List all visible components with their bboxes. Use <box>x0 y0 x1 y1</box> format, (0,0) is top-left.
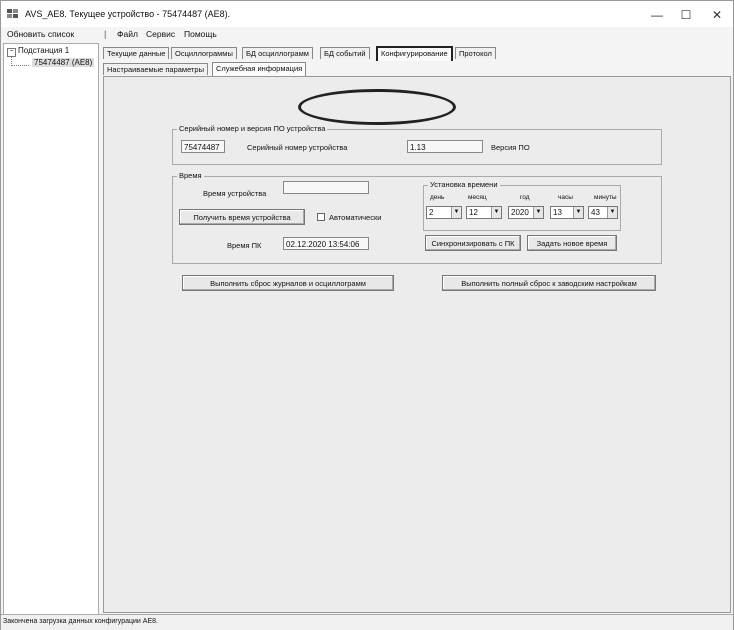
year-value: 2020 <box>511 208 529 217</box>
auto-checkbox[interactable] <box>317 213 325 221</box>
chevron-down-icon: ▼ <box>451 207 461 218</box>
firmware-version-label: Версия ПО <box>491 143 530 152</box>
window-title: AVS_AE8. Текущее устройство - 75474487 (AE8). <box>25 9 231 19</box>
hours-select[interactable] <box>550 206 584 219</box>
device-time-field <box>283 181 369 194</box>
tab-oscillograms[interactable]: Осциллограммы <box>171 47 237 59</box>
month-select[interactable] <box>466 206 502 219</box>
annotation-oval <box>298 89 456 125</box>
pc-time-field: 02.12.2020 13:54:06 <box>283 237 369 250</box>
hours-value: 13 <box>553 208 562 217</box>
month-value: 12 <box>469 208 478 217</box>
tab-event-db[interactable]: БД событий <box>320 47 370 59</box>
menu-service[interactable]: Сервис <box>146 29 176 39</box>
device-time-label: Время устройства <box>203 189 267 198</box>
time-set-legend: Установка времени <box>430 180 498 189</box>
get-device-time-button[interactable]: Получить время устройства <box>179 209 305 225</box>
minutes-select[interactable] <box>588 206 618 219</box>
set-new-time-button[interactable]: Задать новое время <box>527 235 617 251</box>
serial-number-label: Серийный номер устройства <box>247 143 348 152</box>
auto-label: Автоматически <box>329 213 382 222</box>
menu-refresh-list[interactable]: Обновить список <box>7 29 75 39</box>
time-set-group <box>423 180 621 231</box>
maximize-button[interactable]: ☐ <box>680 8 692 22</box>
serial-version-legend: Серийный номер и версия ПО устройства <box>179 124 326 133</box>
month-label: месяц <box>468 194 487 201</box>
menu-help[interactable]: Помощь <box>184 29 217 39</box>
chevron-down-icon: ▼ <box>573 207 583 218</box>
collapse-icon[interactable]: − <box>7 48 16 57</box>
chevron-down-icon: ▼ <box>607 207 617 218</box>
hours-label: часы <box>558 194 573 201</box>
service-info-panel <box>103 76 731 613</box>
time-legend: Время <box>179 171 202 180</box>
main-content <box>99 43 731 613</box>
app-icon <box>7 9 19 19</box>
tab-current-data[interactable]: Текущие данные <box>103 47 169 59</box>
menu-separator: | <box>104 29 107 39</box>
minutes-value: 43 <box>591 208 600 217</box>
title-bar <box>1 1 733 27</box>
close-button[interactable]: ✕ <box>711 8 723 22</box>
minimize-button[interactable]: — <box>651 8 663 22</box>
year-select[interactable] <box>508 206 544 219</box>
subtab-custom-params[interactable]: Настраиваемые параметры <box>103 63 208 75</box>
pc-time-label: Время ПК <box>227 241 262 250</box>
time-group <box>172 171 662 264</box>
minutes-label: минуты <box>594 194 617 201</box>
tab-oscillogram-db[interactable]: БД осциллограмм <box>242 47 313 59</box>
day-value: 2 <box>429 208 434 217</box>
menu-file[interactable]: Файл <box>117 29 138 39</box>
factory-reset-button[interactable]: Выполнить полный сброс к заводским настройкам <box>442 275 656 291</box>
menu-bar <box>1 28 733 42</box>
reset-logs-button[interactable]: Выполнить сброс журналов и осциллограмм <box>182 275 394 291</box>
firmware-version-field: 1.13 <box>407 140 483 153</box>
day-select[interactable] <box>426 206 462 219</box>
chevron-down-icon: ▼ <box>533 207 543 218</box>
serial-number-field: 75474487 <box>181 140 225 153</box>
tab-protocol[interactable]: Протокол <box>455 47 496 59</box>
day-label: день <box>430 194 445 201</box>
tab-configuration[interactable]: Конфигурирование <box>376 46 453 61</box>
tree-node-substation[interactable]: Подстанция 1 <box>18 46 70 55</box>
device-tree[interactable] <box>3 43 99 615</box>
status-bar <box>1 614 733 630</box>
status-text: Закончена загрузка данных конфигурации AE8. <box>3 618 158 625</box>
chevron-down-icon: ▼ <box>491 207 501 218</box>
year-label: год <box>520 194 530 201</box>
subtab-service-info[interactable]: Служебная информация <box>212 62 306 76</box>
serial-version-group <box>172 124 662 165</box>
tree-connector <box>11 65 29 66</box>
tree-node-device[interactable]: 75474487 (AE8) <box>34 58 93 67</box>
sync-with-pc-button[interactable]: Синхронизировать с ПК <box>425 235 521 251</box>
